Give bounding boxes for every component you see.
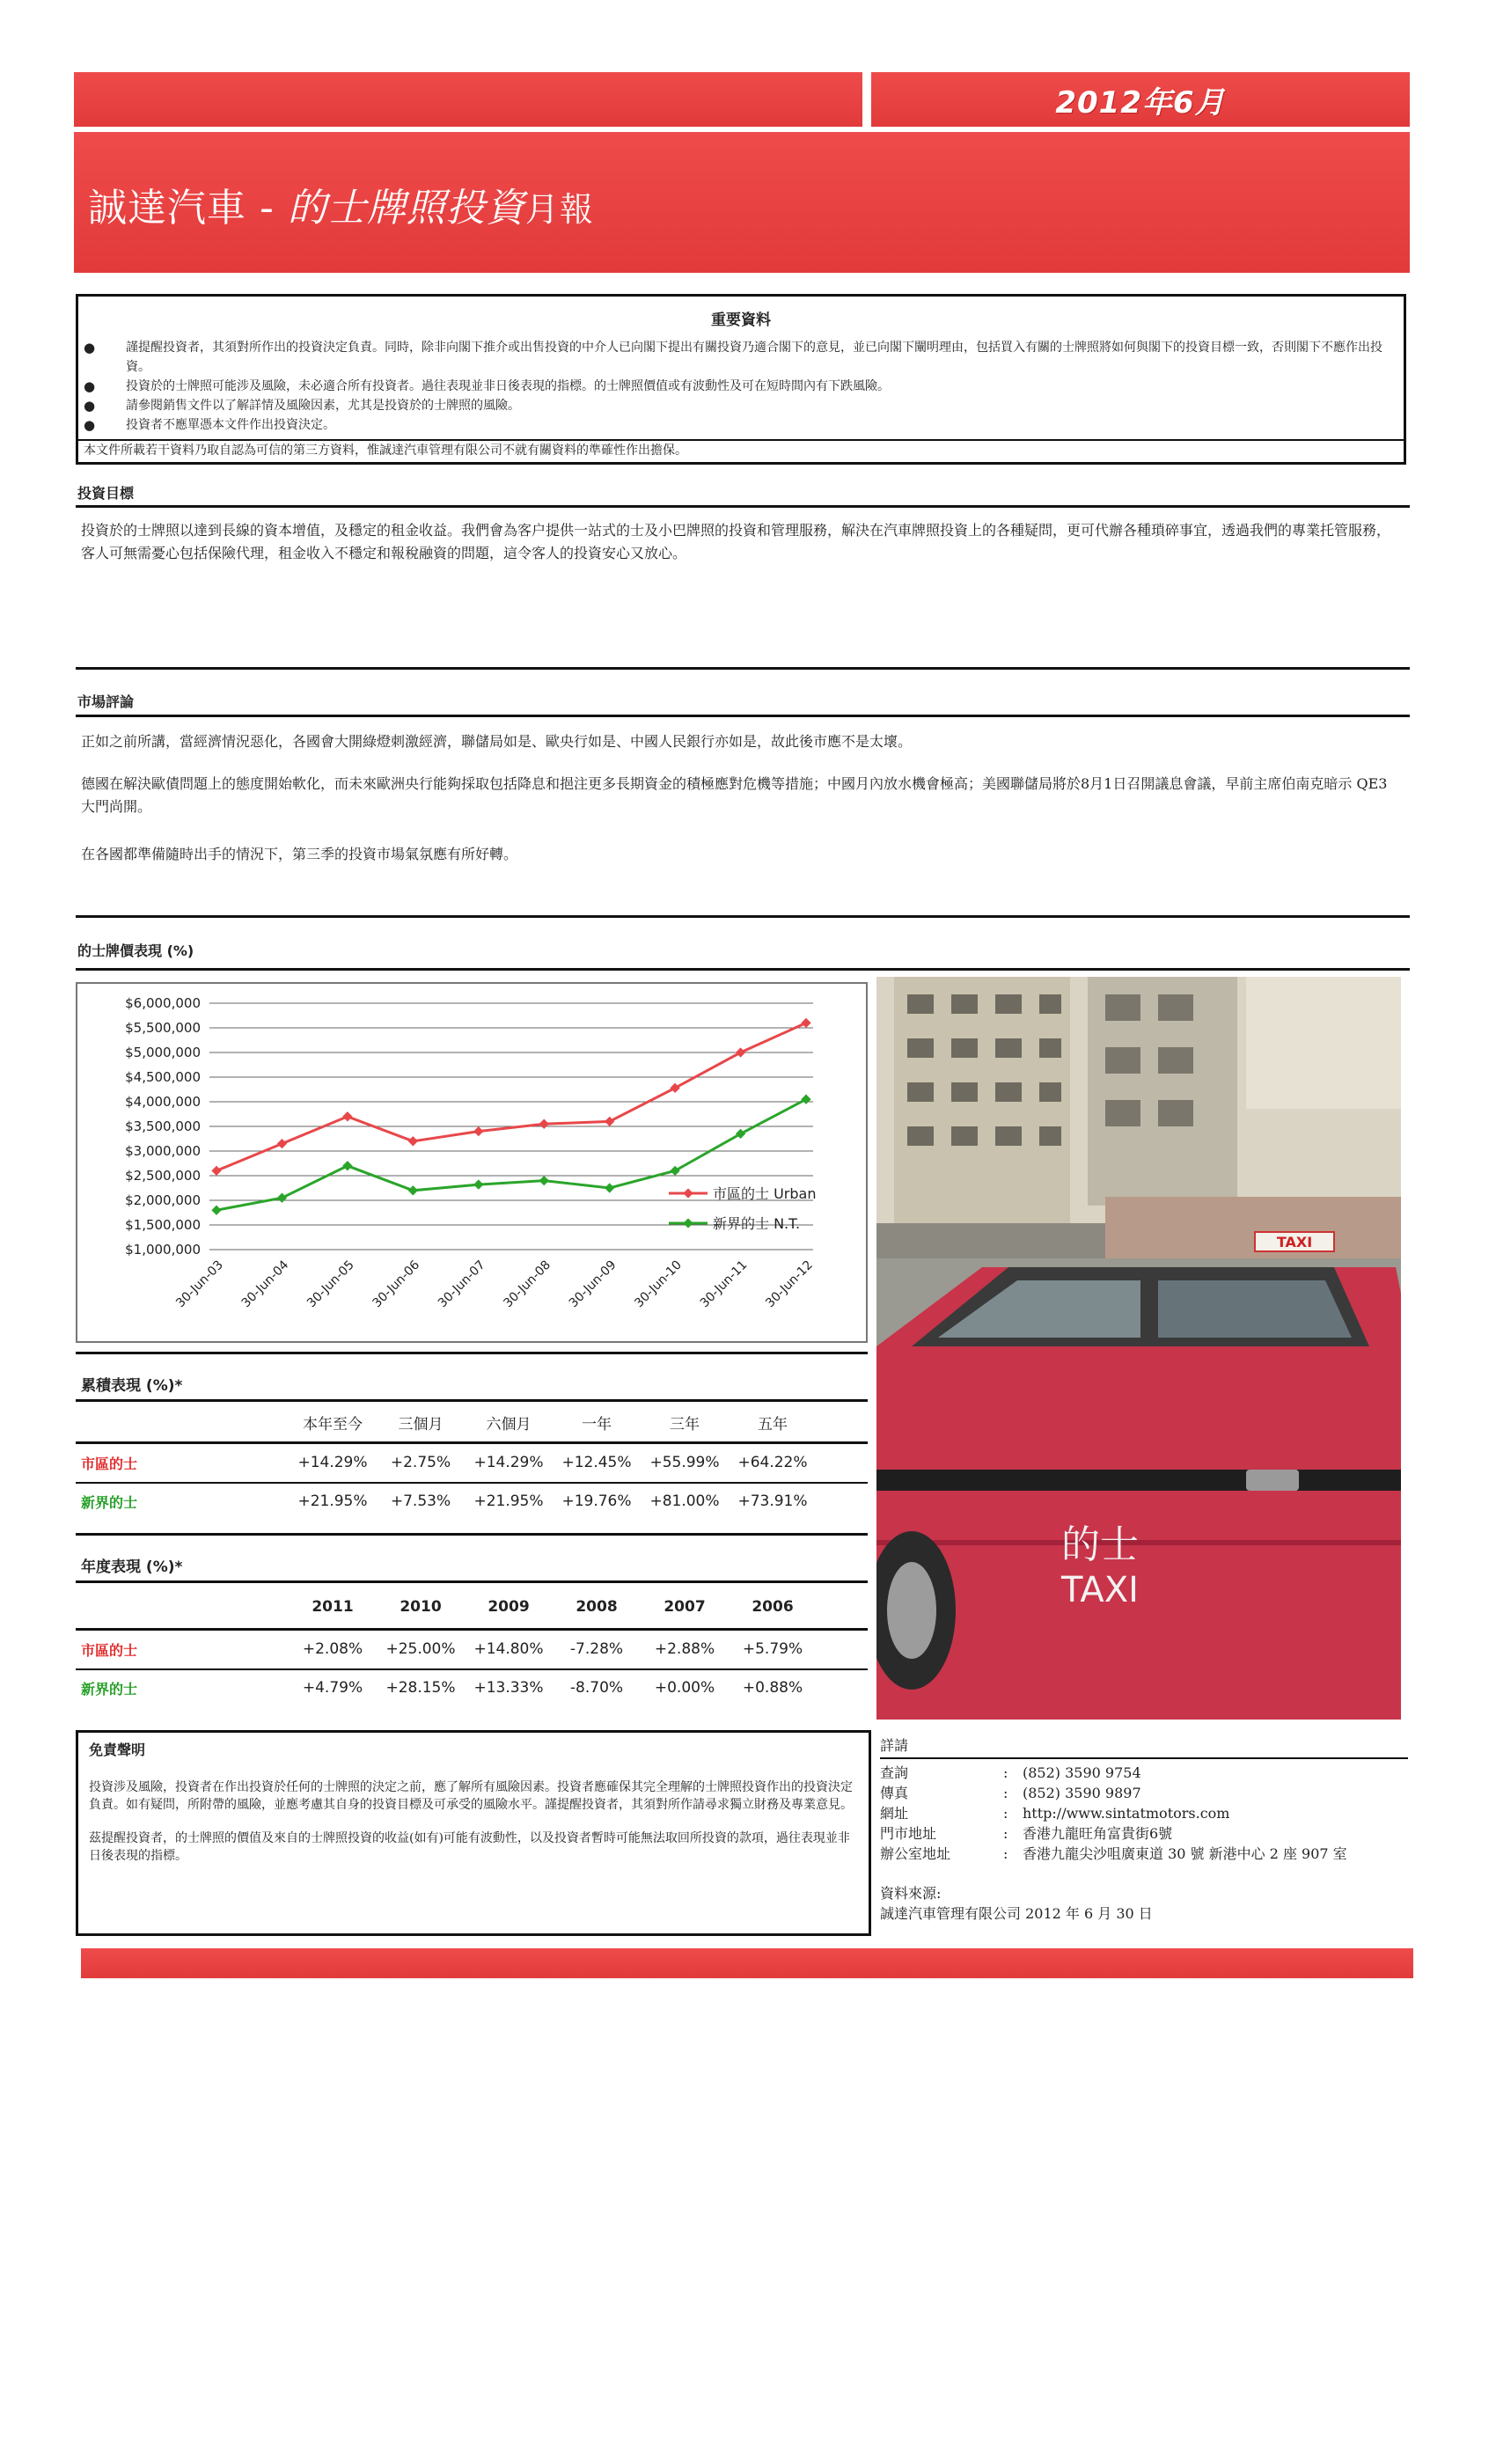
column-header: 2008 [576, 1598, 618, 1616]
disclaimer-paragraph-2: 茲提醒投資者，的士牌照的價值及來自的士牌照投資的收益(如有)可能有波動性，以及投資者暫時可能無法取回所投資的款項，過往表現並非日後表現的指標。 [89, 1831, 850, 1863]
cumulative-title: 累積表現 (%)* [81, 1377, 183, 1395]
table-row [81, 1670, 868, 1705]
disclaimer-paragraph-1: 投資涉及風險，投資者在作出投資於任何的士牌照的決定之前，應了解所有風險因素。投資者應確保其完全理解的士牌照投資作出的投資決定負責。如有疑問，所附帶的風險，並應考慮其自身的投資目標及可承受的風險水平。謹提醒投資者，其須對所作請尋求獨立財務及專業意見。 [89, 1780, 853, 1812]
divider [76, 715, 1410, 717]
contact-row: 門市地址 : 香港九龍旺角富貴街6號 [880, 1825, 1173, 1842]
y-tick-label: $1,500,000 [125, 1217, 201, 1233]
data-point [342, 1111, 352, 1121]
divider [76, 1441, 868, 1444]
data-point [211, 1166, 221, 1176]
x-tick-label: 30-Jun-05 [304, 1258, 357, 1311]
row-label-nt: 新界的士 [81, 1680, 138, 1698]
y-tick-label: $3,500,000 [125, 1118, 201, 1134]
column-header: 五年 [758, 1415, 788, 1434]
table-cell: +14.80% [473, 1640, 544, 1658]
table-cell: +2.75% [390, 1454, 451, 1471]
data-point [670, 1166, 679, 1176]
y-tick-label: $2,000,000 [125, 1192, 201, 1208]
office-address: 香港九龍尖沙咀廣東道 30 號 新港中心 2 座 907 室 [1023, 1845, 1347, 1862]
table-cell: +28.15% [385, 1679, 456, 1697]
data-point [605, 1117, 614, 1126]
data-point [801, 1018, 810, 1028]
table-cell: -8.70% [569, 1679, 624, 1697]
y-tick-label: $4,000,000 [125, 1094, 201, 1110]
important-info-box [76, 294, 1406, 465]
report-date: 2012年6月 [1055, 84, 1226, 121]
objective-title: 投資目標 [77, 485, 135, 502]
table-cell: +21.95% [473, 1492, 544, 1510]
y-tick-label: $2,500,000 [125, 1168, 201, 1184]
x-tick-label: 30-Jun-09 [566, 1258, 620, 1311]
column-header: 六個月 [486, 1415, 532, 1434]
market-paragraph-3: 在各國都準備隨時出手的情況下，第三季的投資市場氣氛應有所好轉。 [81, 846, 518, 862]
taxi-photo [876, 977, 1401, 1720]
shop-address: 香港九龍旺角富貴街6號 [1023, 1825, 1173, 1842]
table-cell: +21.95% [297, 1492, 368, 1510]
market-paragraph-2: 德國在解決歐債問題上的態度開始軟化，而未來歐洲央行能夠採取包括降息和挹注更多長期資金的積極應對危機等措施；中國月內放水機會極高；美國聯儲局將於8月1日召開議息會議，早前主席伯南克暗示 QE3大門尚開。 [81, 775, 1388, 815]
x-tick-label: 30-Jun-11 [697, 1258, 751, 1311]
y-tick-label: $1,000,000 [125, 1242, 201, 1258]
divider [76, 1352, 868, 1354]
source-text: 誠達汽車管理有限公司 2012 年 6 月 30 日 [880, 1905, 1153, 1922]
important-title: 重要資料 [711, 312, 771, 329]
table-cell: +0.00% [654, 1679, 715, 1697]
important-item: ● 請參閱銷售文件以了解詳情及風險因素，尤其是投資於的士牌照的風險。 [78, 396, 1404, 415]
table-cell: +14.29% [473, 1454, 544, 1471]
x-tick-label: 30-Jun-10 [632, 1258, 685, 1311]
table-cell: +73.91% [737, 1492, 808, 1510]
table-cell: +81.00% [649, 1492, 720, 1510]
table-row [81, 1484, 868, 1519]
column-header: 一年 [582, 1415, 612, 1434]
annual-table [81, 1589, 868, 1712]
door-text: 的士 [1061, 1522, 1139, 1567]
column-header: 2009 [488, 1598, 530, 1616]
data-point [801, 1095, 810, 1104]
column-header: 三年 [670, 1415, 700, 1434]
row-label-urban: 市區的士 [81, 1641, 138, 1659]
data-point [342, 1161, 352, 1170]
table-row [81, 1632, 868, 1667]
column-header: 2010 [400, 1598, 442, 1616]
chart-section-title: 的士牌價表現 (%) [77, 942, 194, 959]
report-title: 誠達汽車 - 的士牌照投資月報 [88, 186, 594, 231]
annual-title: 年度表現 (%)* [81, 1558, 183, 1576]
table-cell: +12.45% [561, 1454, 632, 1471]
x-tick-label: 30-Jun-12 [763, 1258, 816, 1311]
important-item: ● 謹提醒投資者，其須對所作出的投資決定負責。同時，除非向閣下推介或出售投資的中介人已向閣下提出有關投資乃適合閣下的意見，並已向閣下闡明理由，包括買入有關的士牌照將如何與閣下的投資目標一致，否則閣下不應作出投資。 [78, 338, 1404, 377]
legend-marker [683, 1218, 693, 1228]
important-footnote: 本文件所載若干資料乃取自認為可信的第三方資料，惟誠達汽車管理有限公司不就有關資料的準確性作出擔保。 [78, 439, 1404, 462]
table-cell: +13.33% [473, 1679, 544, 1697]
contact-row: 查詢 : (852) 3590 9754 [880, 1764, 1141, 1781]
table-cell: +19.76% [561, 1492, 632, 1510]
website-link[interactable]: http://www.sintatmotors.com [1023, 1805, 1230, 1822]
row-label-nt: 新界的士 [81, 1493, 138, 1511]
column-header: 2006 [752, 1598, 794, 1616]
divider [76, 667, 1410, 670]
contact-block [880, 1735, 1408, 1924]
important-list [78, 338, 1404, 435]
disclaimer-box [76, 1730, 871, 1936]
data-point [277, 1193, 287, 1203]
market-title: 市場評論 [77, 693, 135, 710]
data-point [211, 1206, 221, 1215]
y-tick-label: $3,000,000 [125, 1143, 201, 1159]
divider [76, 1580, 868, 1583]
fax-value: (852) 3590 9897 [1023, 1785, 1141, 1801]
column-header: 本年至今 [303, 1415, 363, 1434]
data-point [539, 1119, 549, 1129]
data-point [670, 1083, 679, 1093]
data-point [736, 1047, 745, 1057]
contact-row: 傳真 : (852) 3590 9897 [880, 1785, 1141, 1801]
source-label: 資料來源: [880, 1885, 942, 1902]
divider [880, 1757, 1408, 1759]
header-date-bar [871, 72, 1410, 127]
contact-row: 網址 : http://www.sintatmotors.com [880, 1805, 1230, 1822]
table-cell: +2.88% [654, 1640, 715, 1658]
column-header: 2007 [664, 1598, 706, 1616]
data-point [473, 1179, 483, 1189]
table-row [81, 1445, 868, 1480]
data-point [605, 1183, 614, 1192]
important-item: ● 投資者不應單憑本文件作出投資決定。 [78, 415, 1404, 435]
table-header-row [81, 1589, 868, 1624]
divider [76, 968, 1410, 971]
table-cell: +4.79% [302, 1679, 363, 1697]
x-tick-label: 30-Jun-08 [501, 1258, 554, 1311]
divider [76, 1628, 868, 1631]
data-point [539, 1176, 549, 1185]
price-chart-svg [77, 984, 866, 1341]
legend-label: 新界的士 N.T. [713, 1215, 801, 1232]
market-paragraph-1: 正如之前所講，當經濟情況惡化，各國會大開綠燈刺激經濟，聯儲局如是、歐央行如是、中國人民銀行亦如是，故此後市應不是太壞。 [81, 733, 913, 750]
door-text-2: TAXI [1061, 1570, 1139, 1610]
cumulative-table [81, 1404, 868, 1519]
data-point [736, 1129, 745, 1139]
objective-text: 投資於的士牌照以達到長線的資本增值，及穩定的租金收益。我們會為客户提供一站式的士及小巴牌照的投資和管理服務，解決在汽車牌照投資上的各種疑問，更可代辦各種瑣碎事宜，透過我們的專業托管服務，客人可無需憂心包括保險代理，租金收入不穩定和報稅融資的問題，這令客人的投資安心又放心。 [81, 522, 1391, 561]
table-cell: -7.28% [569, 1640, 624, 1658]
important-item: ● 投資於的士牌照可能涉及風險，未必適合所有投資者。過往表現並非日後表現的指標。的士牌照價值或有波動性及可在短時間內有下跌風險。 [78, 377, 1404, 396]
y-tick-label: $5,000,000 [125, 1045, 201, 1060]
taxi-roof-sign: TAXI [1276, 1234, 1313, 1250]
data-point [277, 1139, 287, 1148]
table-cell: +5.79% [742, 1640, 803, 1658]
row-label-urban: 市區的士 [81, 1455, 138, 1472]
footer-bar [81, 1948, 1413, 1978]
table-cell: +14.29% [297, 1454, 368, 1471]
phone-value: (852) 3590 9754 [1023, 1764, 1141, 1781]
legend-marker [683, 1188, 693, 1198]
divider [76, 505, 1410, 508]
x-tick-label: 30-Jun-04 [238, 1258, 292, 1311]
table-cell: +25.00% [385, 1640, 456, 1658]
column-header: 2011 [312, 1598, 354, 1616]
table-cell: +64.22% [737, 1454, 808, 1471]
header-bar-left [74, 72, 862, 127]
y-tick-label: $6,000,000 [125, 995, 201, 1011]
contact-row: 辦公室地址 : 香港九龍尖沙咀廣東道 30 號 新港中心 2 座 907 室 [880, 1845, 1347, 1862]
x-tick-label: 30-Jun-07 [435, 1258, 488, 1311]
price-chart [76, 982, 868, 1343]
x-tick-label: 30-Jun-06 [370, 1258, 423, 1311]
divider [76, 1533, 868, 1536]
y-tick-label: $4,500,000 [125, 1069, 201, 1085]
table-header-row [81, 1404, 868, 1440]
contact-title: 詳請 [880, 1737, 909, 1754]
y-tick-label: $5,500,000 [125, 1020, 201, 1036]
column-header: 三個月 [398, 1415, 444, 1434]
divider [76, 1399, 868, 1402]
x-tick-label: 30-Jun-03 [173, 1258, 226, 1311]
data-point [408, 1185, 418, 1195]
table-cell: +2.08% [302, 1640, 363, 1658]
legend-label: 市區的士 Urban [713, 1185, 817, 1202]
divider [76, 915, 1410, 918]
series-line [216, 1023, 806, 1170]
table-cell: +0.88% [742, 1679, 803, 1697]
table-cell: +55.99% [649, 1454, 720, 1471]
disclaimer-title: 免責聲明 [89, 1742, 146, 1758]
table-cell: +7.53% [390, 1492, 451, 1510]
data-point [473, 1126, 483, 1136]
data-point [408, 1136, 418, 1146]
